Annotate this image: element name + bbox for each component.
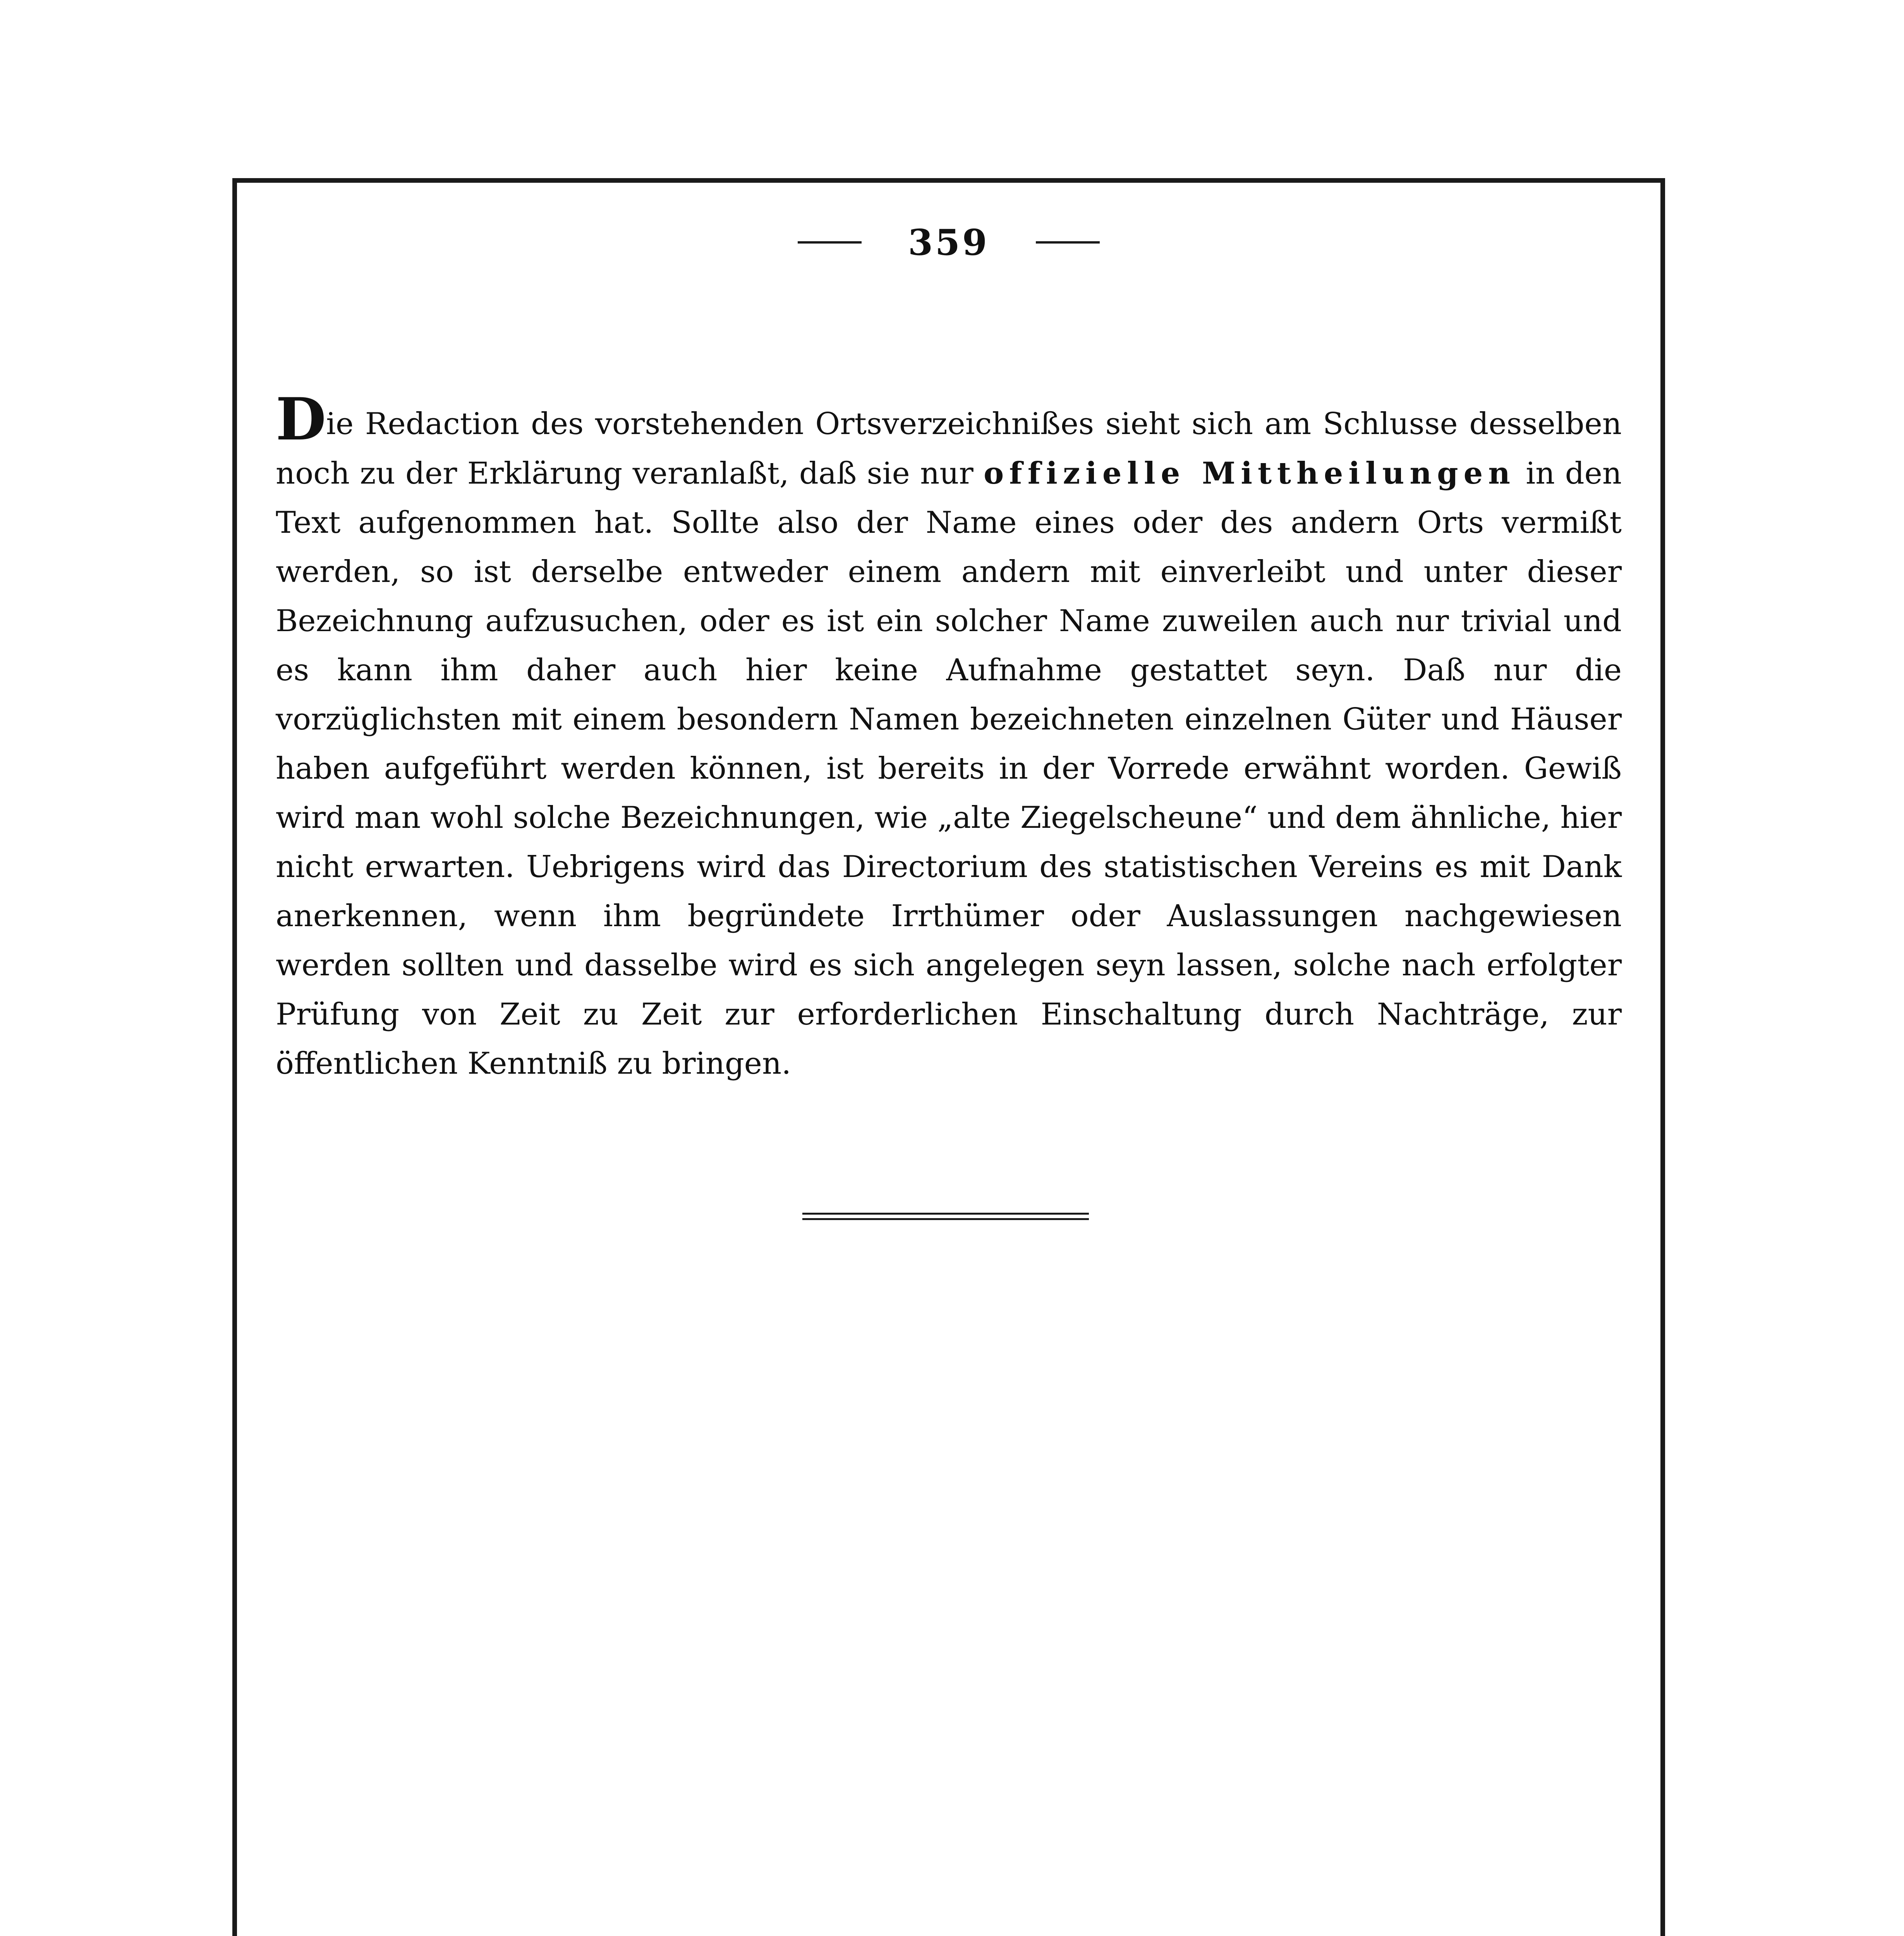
closing-rule-line-bottom [802,1218,1089,1220]
paragraph-text-rest: in den Text aufgenommen hat. Sollte also der Name eines oder des andern Orts vermißt werden, so ist derselbe entweder einem andern mit einverleibt und unter dieser Bezeichnung aufzusuchen, oder es ist ein solcher Name zuweilen auch nur trivial und es kann ihm daher auch hier keine Aufnahme gestattet seyn. Daß nur die vorzüglichsten mit einem besondern Namen bezeichneten einzelnen Güter und Häuser haben aufgeführt werden können, ist bereits in der Vorrede erwähnt worden. Gewiß wird man wohl solche Bezeichnungen, wie „alte Ziegelscheune“ und dem ähnliche, hier nicht erwarten. Uebrigens wird das Directorium des statistischen Vereins es mit Dank anerkennen, wenn ihm begründete Irrthümer oder Auslassungen nachgewiesen werden sollten und dasselbe wird es sich angelegen seyn lassen, solche nach erfolgter Prüfung von Zeit zu Zeit zur erforderlichen Einschaltung durch Nachträge, zur öffentlichen Kenntniß zu bringen. [276,456,1622,1081]
paragraph-text-start: ie Redaction des vorstehenden Ortsverzeichnißes sieht sich am Schlusse desselben noch zu der Erklärung veranlaßt, daß sie nur [276,407,1622,491]
page-header [237,221,1660,263]
emphasized-text: offizielle Mittheilungen [984,456,1516,491]
body-paragraph [276,385,1622,1088]
drop-initial: D [276,385,326,453]
closing-rule-line-top [802,1213,1089,1215]
right-dash [1036,241,1100,244]
closing-rule [802,1213,1089,1222]
left-dash [798,241,862,244]
page-frame [232,178,1665,1936]
page-number: 359 [908,221,990,263]
